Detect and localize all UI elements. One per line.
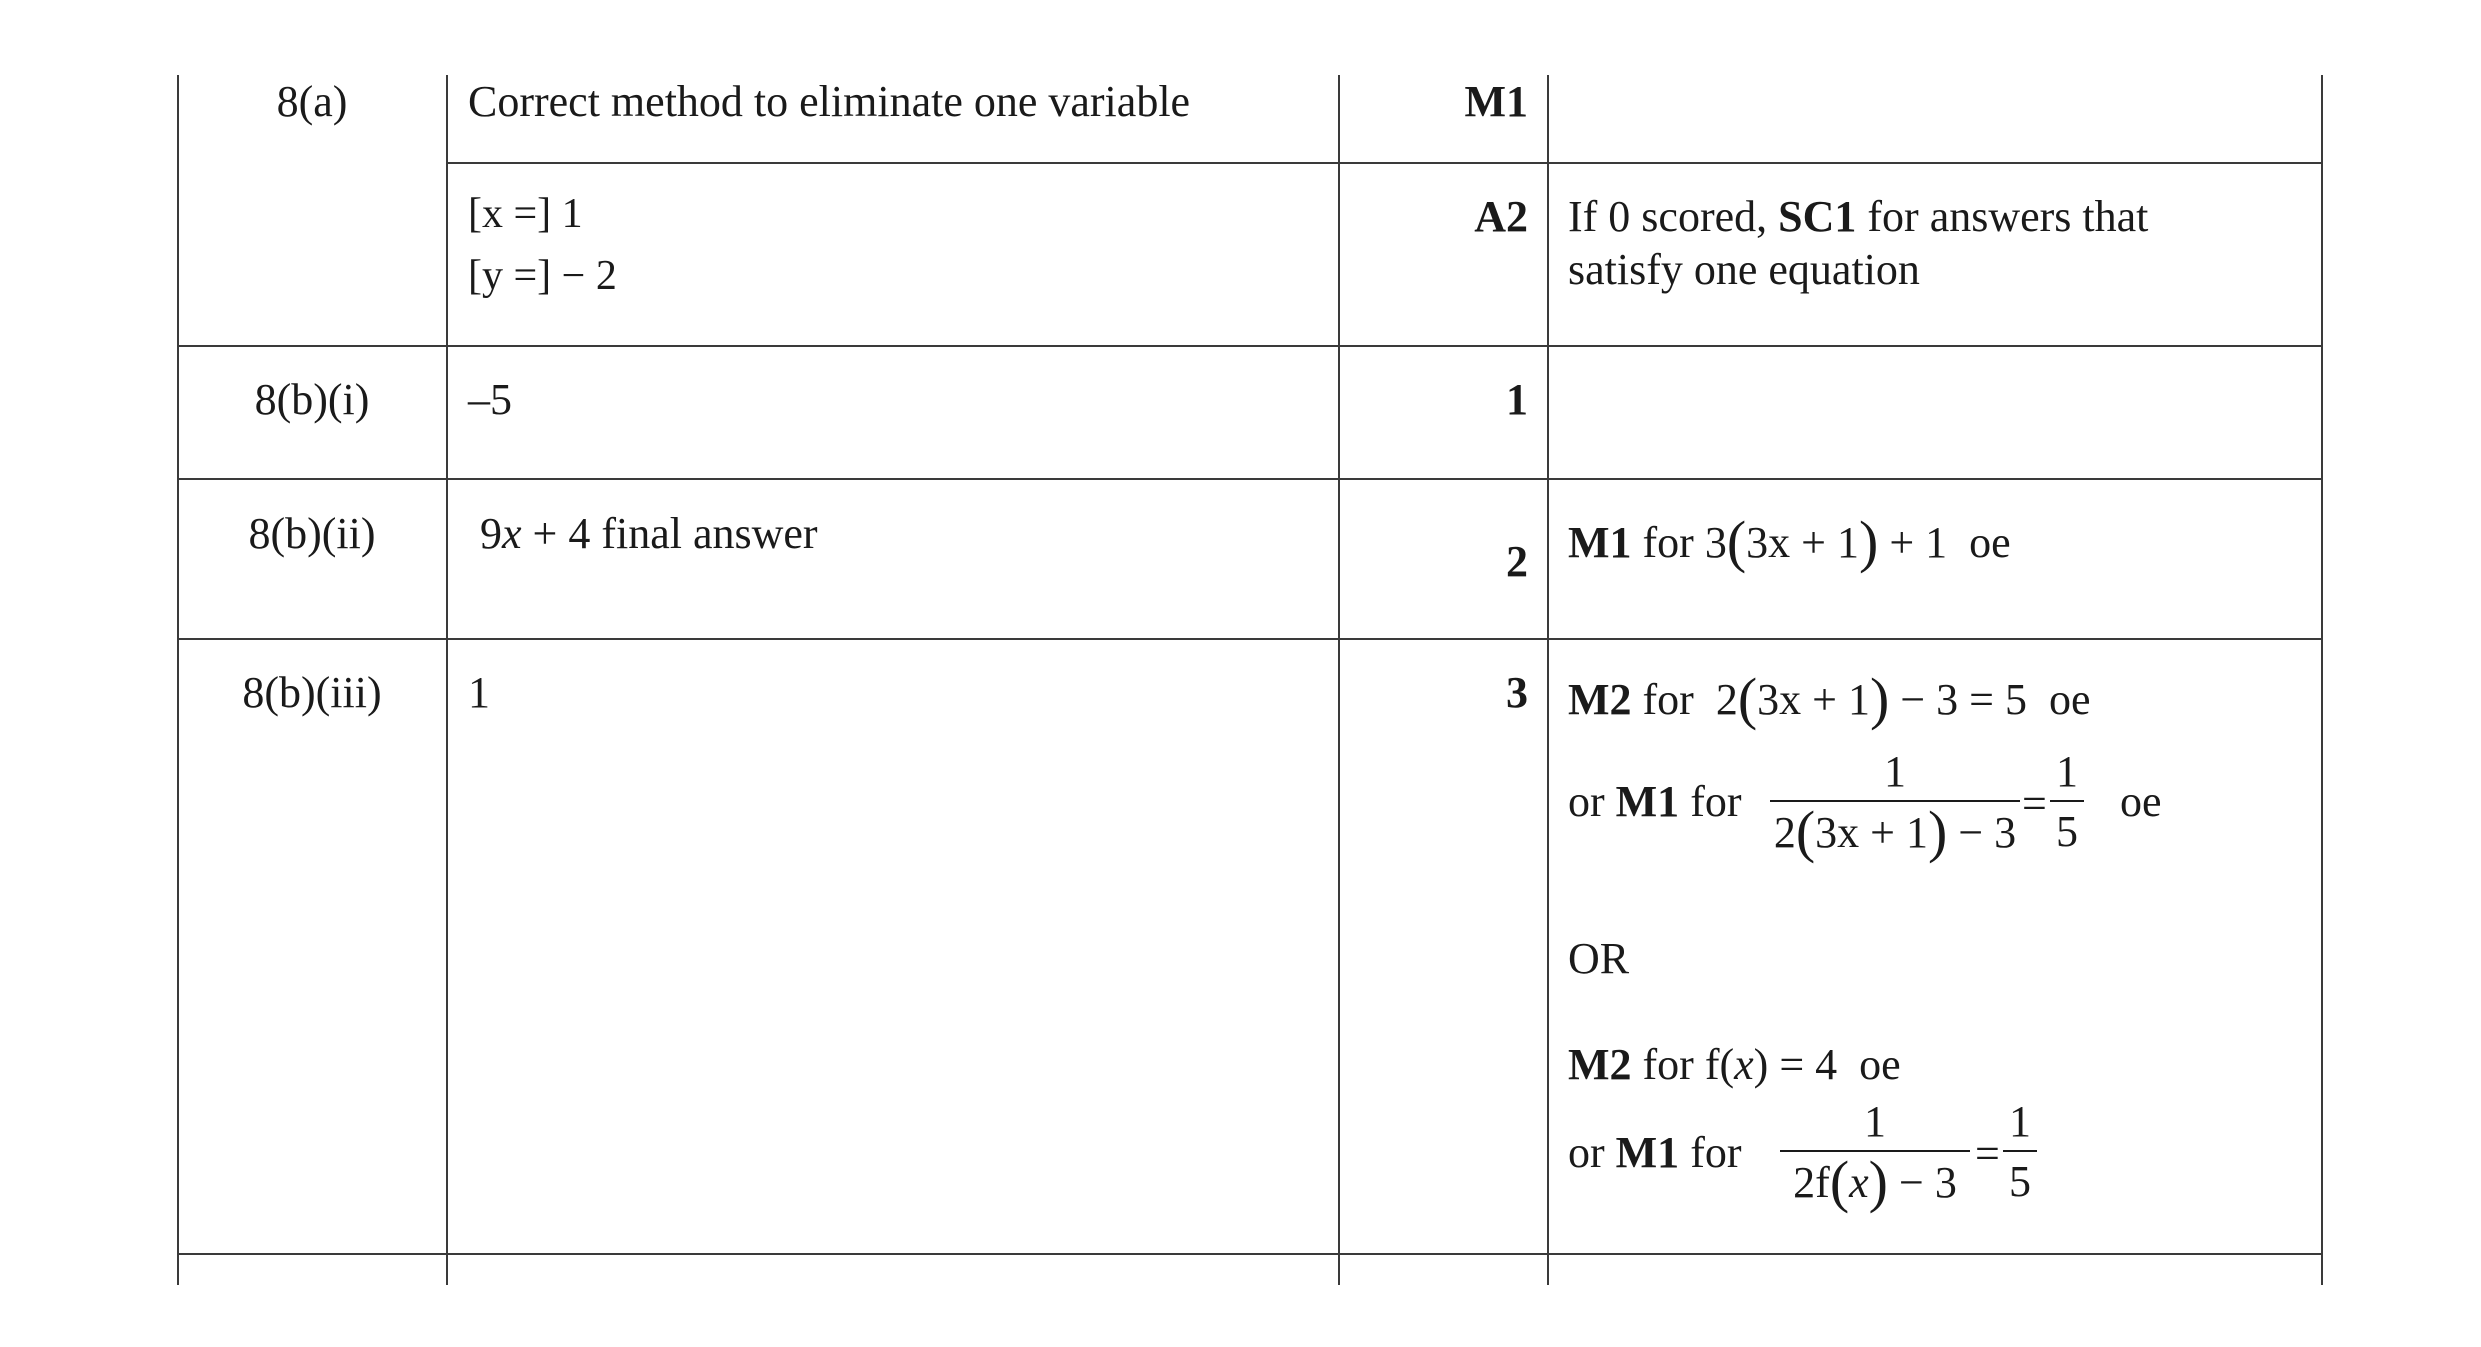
row-separator-8a-inner xyxy=(446,162,2323,164)
mark-value: M1 xyxy=(1464,77,1528,126)
table-divider-mark xyxy=(1547,75,1549,1285)
question-number: 8(b)(i) xyxy=(254,375,370,424)
answer-text: 9x + 4 final answer xyxy=(480,509,818,558)
fraction-expression: 1 2(3x + 1) − 3 xyxy=(1770,747,2020,858)
fraction-one-fifth: 1 5 xyxy=(2003,1097,2037,1207)
guidance-mark-code: M1 xyxy=(1615,777,1680,826)
answer-text: 1 xyxy=(468,668,490,717)
answer-text: –5 xyxy=(468,375,512,424)
guidance-mark-code: M2 xyxy=(1568,1040,1632,1089)
mark-value: A2 xyxy=(1474,192,1528,241)
row-separator-8a xyxy=(177,345,2323,347)
table-divider-question xyxy=(446,75,448,1285)
equals-sign: = xyxy=(1975,1129,2000,1178)
guidance-line-m1-prefix: or M1 for xyxy=(1568,777,1742,826)
guidance-line-m2-fx: M2 for f(x) = 4 oe xyxy=(1568,1040,1901,1089)
answer-line-x: [x =] 1 xyxy=(468,191,583,237)
guidance-text-line2: satisfy one equation xyxy=(1568,245,1920,294)
guidance-text: If 0 scored, SC1 for answers that xyxy=(1568,192,2149,241)
question-number: 8(b)(iii) xyxy=(242,668,382,717)
guidance-or: OR xyxy=(1568,934,1630,983)
guidance-mark-code: SC1 xyxy=(1778,192,1857,241)
guidance-mark-code: M1 xyxy=(1568,518,1632,567)
answer-line-y: [y =] − 2 xyxy=(468,253,617,299)
row-separator-8bii xyxy=(177,638,2323,640)
question-number: 8(b)(ii) xyxy=(248,509,376,558)
guidance-line-m1-fx-prefix: or M1 for xyxy=(1568,1128,1742,1177)
fraction-one-fifth: 1 5 xyxy=(2050,747,2084,857)
table-border-right xyxy=(2321,75,2323,1285)
guidance-mark-code: M1 xyxy=(1615,1128,1680,1177)
guidance-oe: oe xyxy=(2120,777,2162,826)
row-separator-8biii xyxy=(177,1253,2323,1255)
mark-value: 3 xyxy=(1506,668,1528,717)
row-separator-8bi xyxy=(177,478,2323,480)
guidance-mark-code: M2 xyxy=(1568,675,1632,724)
question-number: 8(a) xyxy=(276,77,348,126)
guidance-text: M1 for 3(3x + 1) + 1 oe xyxy=(1568,509,2011,574)
fraction-expression-fx: 1 2f(x) − 3 xyxy=(1780,1097,1970,1208)
answer-text: Correct method to eliminate one variable xyxy=(468,77,1191,126)
equals-sign: = xyxy=(2022,779,2047,828)
mark-value: 2 xyxy=(1506,537,1528,586)
guidance-line-m2: M2 for 2(3x + 1) − 3 = 5 oe xyxy=(1568,666,2091,731)
mark-value: 1 xyxy=(1506,375,1528,424)
